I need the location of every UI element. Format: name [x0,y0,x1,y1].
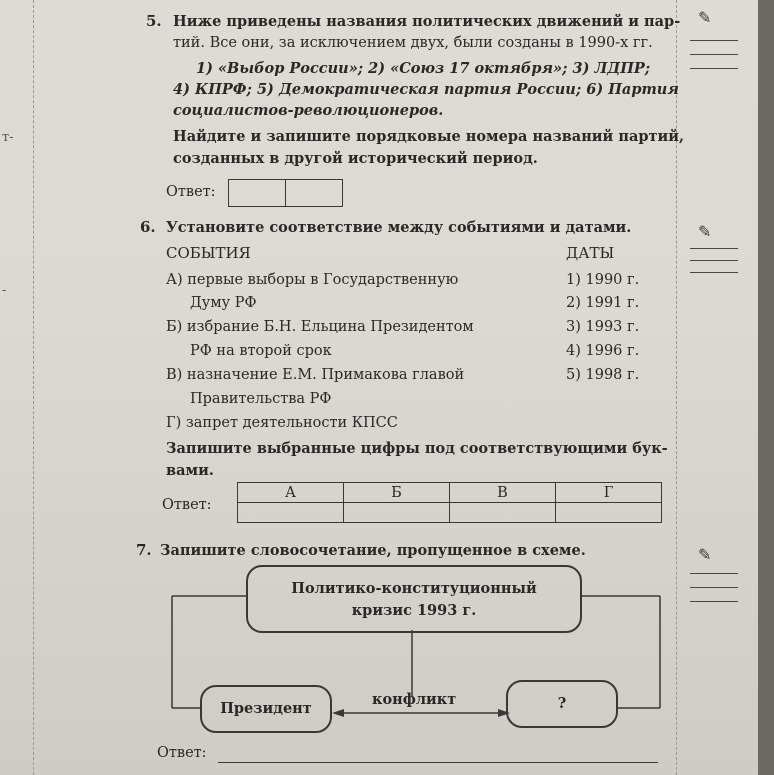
task-5-question: созданных в другой исторический период. [173,150,538,167]
pencil-icon: ✎ [698,8,712,27]
event-item: А) первые выборы в Государственную [166,272,459,288]
pencil-icon: ✎ [698,545,712,564]
task-6-answer-label: Ответ: [162,497,212,513]
task-7-answer-line[interactable] [218,762,658,763]
answer-header-g: Г [556,483,662,503]
date-item: 1) 1990 г. [566,272,640,288]
answer-header-v: В [450,483,556,503]
event-item: РФ на второй срок [190,343,332,359]
scheme-president-box: Президент [200,685,332,733]
event-item: Б) избрание Б.Н. Ельцина Президентом [166,319,474,335]
events-header: СОБЫТИЯ [166,244,251,262]
event-item: Г) запрет деятельности КПСС [166,415,398,431]
task-5-options: 1) «Выбор России»; 2) «Союз 17 октября»; 3) ЛДПР; [196,60,651,77]
scheme-top-box [246,565,582,633]
task-5-options: социалистов-революционеров. [173,102,444,119]
event-item: Правительства РФ [190,391,332,407]
task-5-options: 4) КПРФ; 5) Демократическая партия России; 6) Партия [173,81,679,98]
task-5-number: 5. [146,12,162,30]
task-6-title: Установите соответствие между событиями и датами. [166,219,632,236]
task-5-line: Ниже приведены названия политических движений и пар- [173,13,681,30]
margin-bleed-text: т- [2,130,14,145]
task-6-instruction: Запишите выбранные цифры под соответствующими бук- [166,440,668,457]
date-item: 4) 1996 г. [566,343,640,359]
task-5-line: тий. Все они, за исключением двух, были созданы в 1990-х гг. [173,35,653,51]
pencil-icon: ✎ [698,222,712,241]
task-7-title: Запишите словосочетание, пропущенное в схеме. [160,542,586,559]
scheme-missing-box: ? [506,680,618,728]
top-box-line: Политико-конституционный [291,580,537,597]
task-5-answer-label: Ответ: [166,184,216,200]
date-item: 3) 1993 г. [566,319,640,335]
margin-bleed-text: - [2,283,7,298]
task-7-answer-label: Ответ: [157,745,207,761]
answer-header-b: Б [344,483,450,503]
arrow-head-left [332,709,344,717]
answer-header-a: А [238,483,344,503]
conflict-label: конфликт [372,691,457,708]
dates-header: ДАТЫ [566,244,615,262]
event-item: В) назначение Е.М. Примакова главой [166,367,465,383]
task-5-question: Найдите и запишите порядковые номера названий партий, [173,128,685,145]
task-6-number: 6. [140,218,156,236]
task-6-instruction: вами. [166,462,214,479]
task-7-number: 7. [136,541,152,559]
event-item: Думу РФ [190,295,257,311]
top-box-line: кризис 1993 г. [351,602,477,619]
date-item: 5) 1998 г. [566,367,640,383]
date-item: 2) 1991 г. [566,295,640,311]
